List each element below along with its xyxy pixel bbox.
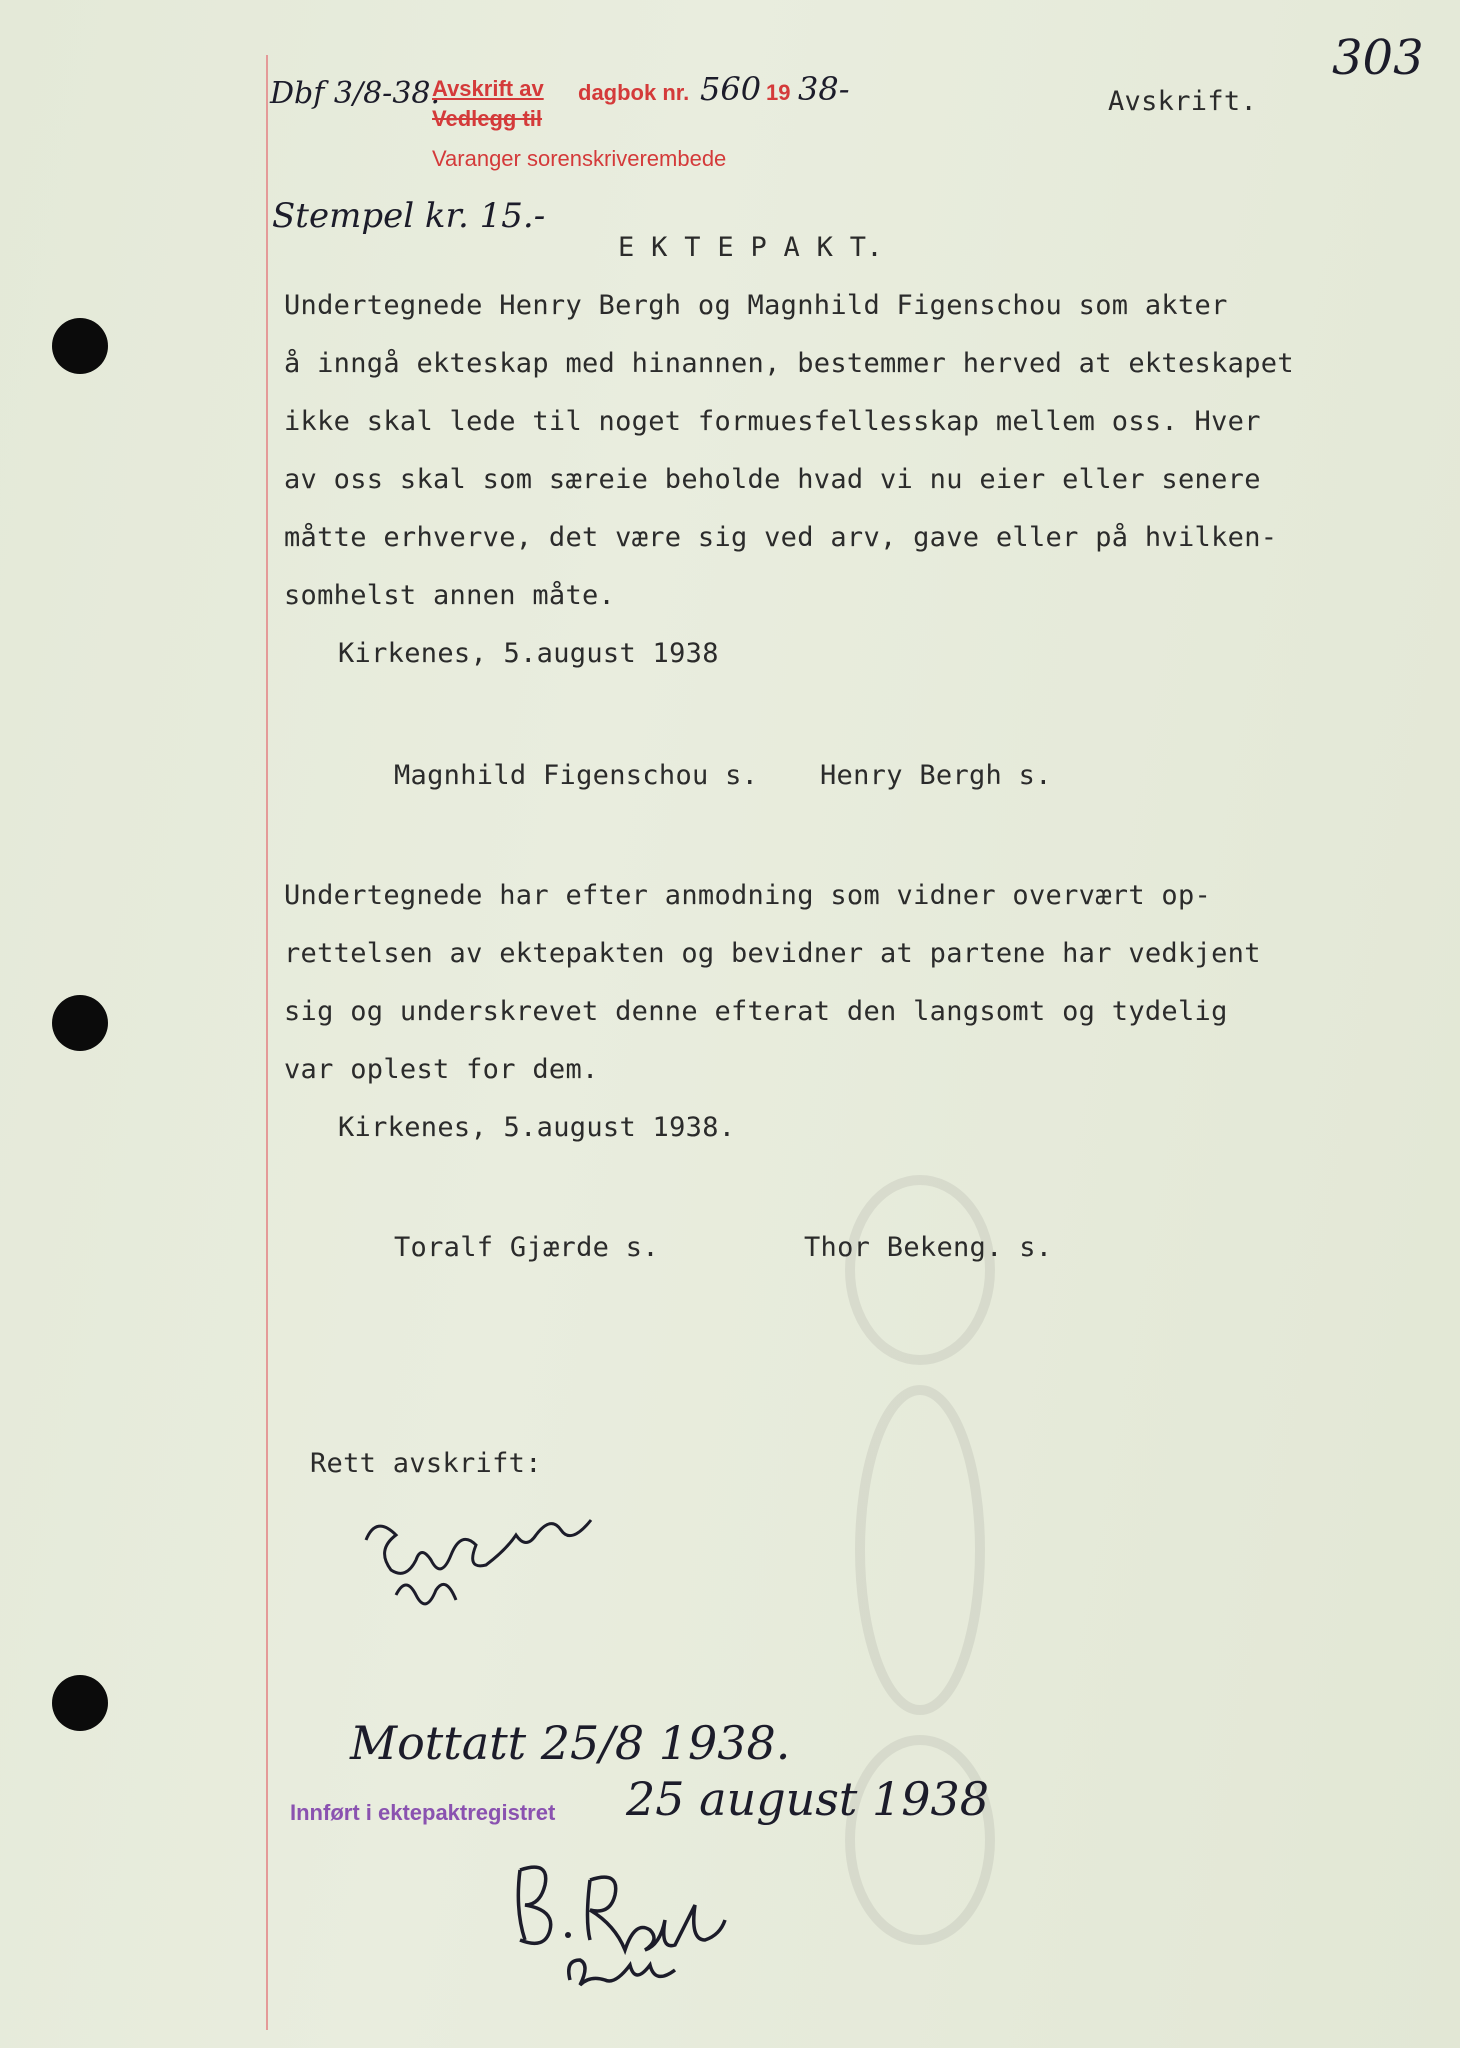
register-stamp: Innført i ektepaktregistret [290,1800,556,1825]
document-label: Avskrift. [1108,86,1257,117]
signature-groom: Henry Bergh s. [820,760,1052,791]
received-note: Mottatt 25/8 1938. [350,1716,791,1770]
document-title: E K T E P A K T. [618,232,883,263]
clerk-signature [356,1500,616,1640]
journal-note: Dbf 3/8-38. [270,76,441,111]
signature-witness-1: Toralf Gjærde s. [394,1232,659,1263]
stamp-attachment-to: Vedlegg til [432,106,543,131]
punch-hole-bottom [52,1675,108,1731]
stamp-year-prefix: 19 [766,80,791,105]
register-date: 25 august 1938 [626,1772,990,1826]
page-number: 303 [1332,30,1424,86]
stamp-fee-note: Stempel kr. 15.- [272,196,546,236]
punch-hole-top [52,318,108,374]
place-date-witness: Kirkenes, 5.august 1938. [338,1112,736,1143]
stamp-journal-number-label: dagbok nr. [578,80,690,105]
body-line: ikke skal lede til noget formuesfellesskap mellem oss. Hver [284,406,1261,437]
faint-watermark [820,1150,1020,1970]
witness-line: rettelsen av ektepakten og bevidner at partene har vedkjent [284,938,1261,969]
journal-year: 38- [798,70,850,108]
body-line: måtte erhverve, det være sig ved arv, gave eller på hvilken- [284,522,1278,553]
body-line: av oss skal som særeie beholde hvad vi nu eier eller senere [284,464,1261,495]
witness-line: Undertegnede har efter anmodning som vidner overvært op- [284,880,1212,911]
body-line: å inngå ekteskap med hinannen, bestemmer herved at ekteskapet [284,348,1294,379]
body-line: somhelst annen måte. [284,580,616,611]
stamp-copy-of: Avskrift av [432,76,544,101]
registrar-signature [500,1850,760,2020]
punch-hole-middle [52,995,108,1051]
signature-bride: Magnhild Figenschou s. [394,760,759,791]
signature-witness-2: Thor Bekeng. s. [804,1232,1053,1263]
journal-number: 560 [700,70,762,108]
witness-line: var oplest for dem. [284,1054,599,1085]
stamp-office-name: Varanger sorenskriverembede [432,146,727,171]
margin-line [266,55,268,2030]
body-line: Undertegnede Henry Bergh og Magnhild Figenschou som akter [284,290,1228,321]
witness-line: sig og underskrevet denne efterat den langsomt og tydelig [284,996,1228,1027]
place-date-contract: Kirkenes, 5.august 1938 [338,638,719,669]
certification-text: Rett avskrift: [310,1448,542,1479]
